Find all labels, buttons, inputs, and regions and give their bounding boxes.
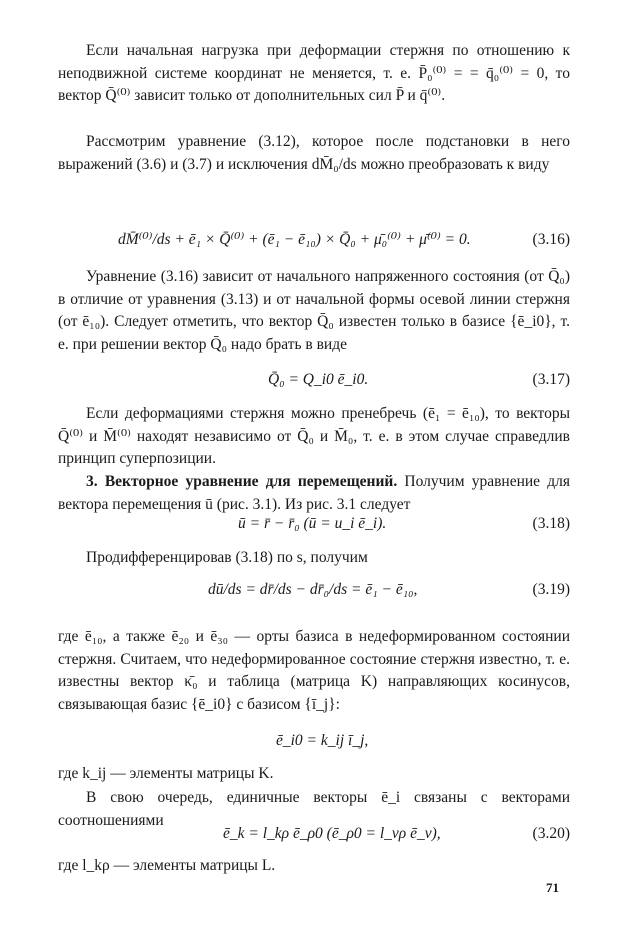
equation-3-16 bbox=[58, 227, 570, 253]
equation-3-20 bbox=[58, 821, 570, 847]
section-heading: 3. Векторное уравнение для перемещений. bbox=[86, 473, 398, 490]
equation-3-18-formula: ū = r̄ − r̄₀ (ū = u_i ē_i). bbox=[238, 515, 387, 532]
equation-basis-transform bbox=[58, 728, 570, 754]
paragraph-matrix-l: где l_kρ — элементы матрицы L. bbox=[58, 857, 276, 874]
equation-3-18 bbox=[58, 511, 570, 537]
equation-3-20-formula: ē_k = l_kρ ē_ρ0 (ē_ρ0 = l_νρ ē_ν), bbox=[223, 825, 441, 842]
paragraph-initial-load: Если начальная нагрузка при деформации стержня по отношению к неподвижной системе координат не меняется, т. е. P̄₀⁽⁰⁾ = = q̄₀⁽⁰⁾ = 0, то вектор Q̄⁽⁰⁾ зависит только от дополнительных сил P̄ и q̄⁽⁰⁾. bbox=[58, 42, 570, 105]
paragraph-consider-equation: Рассмотрим уравнение (3.12), которое после подстановки в него выражений (3.6) и (3.7) и исключения dM̄₀/ds можно преобразовать к виду bbox=[58, 133, 570, 173]
paragraph-matrix-k: где k_ij — элементы матрицы K. bbox=[58, 765, 274, 782]
equation-3-19 bbox=[58, 577, 570, 603]
paragraph-basis-vectors: где ē₁₀, а также ē₂₀ и ē₃₀ — орты базиса в недеформированном состоянии стержня. Считаем, что недеформированное состояние стержня известно, т. е. известны вектор κ̄₀ и таблица (матрица K) направляющих косинусов, связывающая базис {ē_i0} с базисом {ī_j}: bbox=[58, 628, 570, 713]
equation-3-19-number: (3.19) bbox=[532, 581, 570, 598]
equation-3-20-number: (3.20) bbox=[532, 825, 570, 842]
equation-3-17-formula: Q̄₀ = Q_i0 ē_i0. bbox=[268, 371, 369, 388]
equation-basis-transform-formula: ē_i0 = k_ij ī_j, bbox=[276, 732, 369, 749]
paragraph-differentiate: Продифференцировав (3.18) по s, получим bbox=[86, 549, 368, 566]
section-text: Получим уравнение для вектора перемещения ū (рис. 3.1). Из рис. 3.1 следует bbox=[58, 473, 570, 513]
equation-3-16-number: (3.16) bbox=[532, 231, 570, 248]
equation-3-17 bbox=[58, 367, 570, 393]
equation-3-16-formula: dM̄⁽⁰⁾/ds + ē₁ × Q̄⁽⁰⁾ + (ē₁ − ē₁₀) × Q̄₀ + μ̄₀⁽⁰⁾ + μ̄⁽⁰⁾ = 0. bbox=[118, 231, 471, 248]
paragraph-equation-dependence: Уравнение (3.16) зависит от начального напряженного состояния (от Q̄₀) в отличие от уравнения (3.13) и от начальной формы осевой линии стержня (от ē₁₀). Следует отметить, что вектор Q̄₀ известен только в базисе {ē_i0}, т. е. при решении вектор Q̄₀ надо брать в виде bbox=[58, 268, 570, 353]
equation-3-18-number: (3.18) bbox=[532, 515, 570, 532]
equation-3-17-number: (3.17) bbox=[532, 371, 570, 388]
paragraph-unit-vectors: В свою очередь, единичные векторы ē_i связаны с векторами соотношениями bbox=[58, 789, 570, 829]
page-number: 71 bbox=[546, 880, 559, 895]
equation-3-19-formula: dū/ds = dr̄/ds − dr̄₀/ds = ē₁ − ē₁₀, bbox=[208, 581, 418, 598]
paragraph-superposition: Если деформациями стержня можно пренебречь (ē₁ = ē₁₀), то векторы Q̄⁽⁰⁾ и M̄⁽⁰⁾ находят независимо от Q̄₀ и M̄₀, т. е. в этом случае справедлив принцип суперпозиции. bbox=[58, 405, 570, 468]
section-displacement-equation bbox=[58, 471, 570, 516]
